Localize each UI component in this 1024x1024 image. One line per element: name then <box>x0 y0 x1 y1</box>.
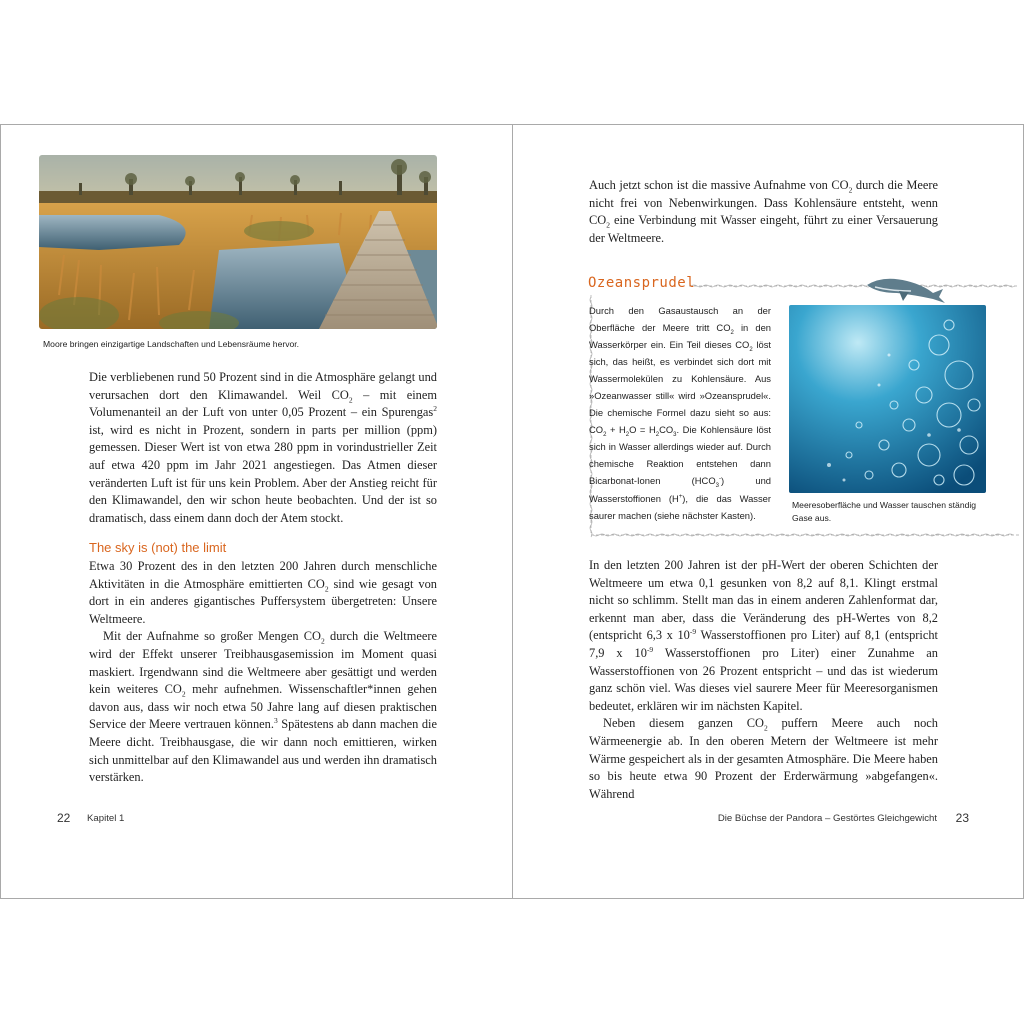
info-box-title: Ozeansprudel <box>588 275 696 291</box>
right-body-paragraphs: In den letzten 200 Jahren ist der pH-Wert der oberen Schichten der Weltmeere um etwa 0,1 gesunken von 8,2 auf 8,1. Klingt erstmal nicht so schlimm. Stellt man das in einem anderen Zahlenformat dar, erkennt man aber, dass die Veränderung des pH-Wertes von 8,2 (entspricht 6,3 x $10^{-9}$ Wasserstoffionen pro Liter) auf 8,1 (entspricht 7,9 x $10^{-9}$ Wasserstoffionen pro Liter) einer Zunahme an Wasserstoffionen von 26 Prozent entspricht – und das ist wiederum ganz schön viel. Was dieses viel saurere Meer für Meeresorganismen bedeutet, erklären wir im nächsten Kapitel. Neben diesem ganzen $CO_2$ puffern Meere auch noch Wärmeenergie ab. In den oberen Metern der Weltmeere ist mehr Wärme gespeichert als in der gesamten Atmosphäre. Die Meere haben so bis heute etwa 90 Prozent der Erderwärmung »abgefangen«. Während <box>589 558 939 801</box>
left-page-number: 22 <box>57 811 71 825</box>
left-body-paragraph-1: Die verbliebenen rund 50 Prozent sind in die Atmosphäre gelangt und verursachen dort den Klimawandel. Weil $CO_2$ – mit einem Volumenanteil an der Luft von unter 0,05 Prozent – ein Spurengas$^2$ ist, wird es nicht in Prozent, sondern in parts per million (ppm) gemessen. Dieser Wert ist von etwa 280 ppm in vorindustrieller Zeit auf etwa 420 ppm im Jahr 2021 angestiegen. Das Atmen dieser veränderten Luft ist für uns kein Problem. Aber der Anstieg reicht für den Klimawandel, den wir schon heute beobachten. Und der ist so dramatisch, dass einem dann doch der Atem stockt. <box>89 370 437 525</box>
right-page-number: 23 <box>955 811 969 825</box>
whale-icon <box>863 273 947 307</box>
info-box-text: Durch den Gasaustausch an der Oberfläche der Meere tritt $CO_2$ in den Wasserkörper ein. Ein Teil dieses $CO_2$ löst sich, das heißt, es verbindet sich dort mit Wassermolekülen zu Kohlensäure. Aus »Ozeanwasser still« wird »Ozeansprudel«. Die chemische Formel dazu sieht so aus: $CO_2 + H_2O = H_2CO_3$. Die Kohlensäure löst sich in Wasser allerdings wieder auf. Durch chemische Reaktion entstehen dann Bicarbonat-Ionen $(HCO_3^-)$ und Wasserstoffionen (H+), die das Wasser saurer machen (siehe nächster Kasten). <box>589 305 772 521</box>
section-heading: The sky is (not) the limit <box>89 540 227 555</box>
underwater-bubbles-photo <box>789 305 986 493</box>
moor-landscape-photo <box>39 155 437 329</box>
moor-photo-caption: Moore bringen einzigartige Landschaften und Lebensräume hervor. <box>43 339 300 349</box>
right-intro-paragraph: Auch jetzt schon ist die massive Aufnahme von $CO_2$ durch die Meere nicht frei von Nebenwirkungen. Dass Kohlensäure entsteht, wenn $CO_2$ eine Verbindung mit Wasser eingeht, führt zu einer Versauerung der Weltmeere. <box>589 178 938 245</box>
right-running-head: Die Büchse der Pandora – Gestörtes Gleichgewicht <box>717 813 937 824</box>
left-body-paragraph-2: Etwa 30 Prozent des in den letzten 200 Jahren durch menschliche Aktivitäten in die Atmosphäre emittierten $CO_2$ sind wie gesagt von dort in ein anderes gigantisches Puffersystem übergetreten: Unsere Weltmeere. Mit der Aufnahme so großer Mengen $CO_2$ durch die Weltmeere wird der Effekt unserer Treibhausgasemission im Moment quasi maskiert. Irgendwann sind die Weltmeere aber gesättigt und werden kein weiteres $CO_2$ mehr aufnehmen. Wissenschaftler*innen gehen davon aus, dass wir noch etwa 50 Jahre lang auf diesen praktischen Service der Meere vertrauen können.$^3$ Spätestens ab dann machen die Meere dicht. Treibhausgase, die wir dann noch emittieren, wirken sich unmittelbar auf den Klimawandel aus und werden ihn dramatisch verstärken. <box>89 559 437 785</box>
bubble-photo-caption: Meeresoberfläche und Wasser tauschen ständig Gase aus. <box>792 500 977 523</box>
left-running-head: Kapitel 1 <box>87 813 125 824</box>
left-page <box>0 124 513 899</box>
right-page <box>512 124 1024 899</box>
